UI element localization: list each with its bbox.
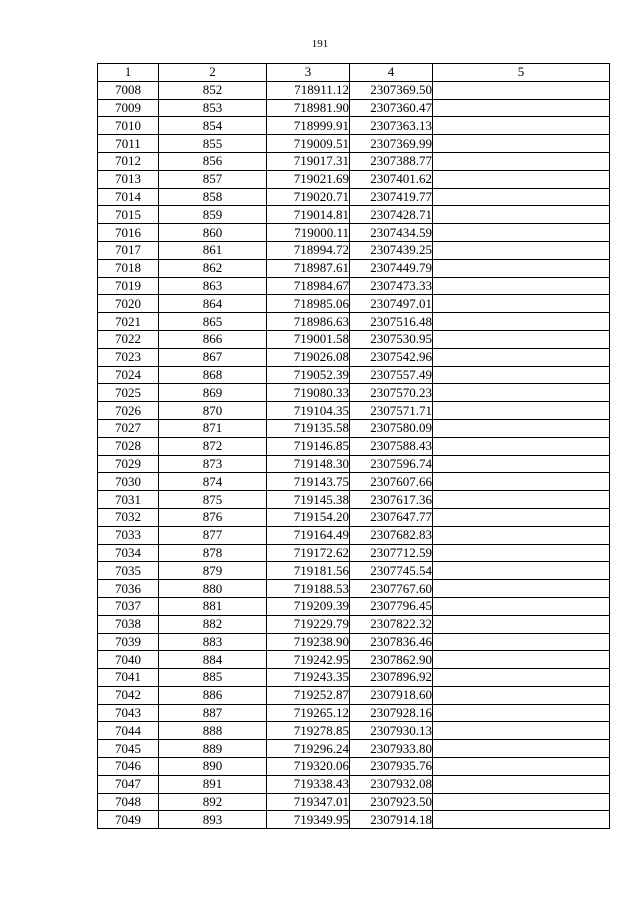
- y-coordinate-cell: 2307580.09: [350, 419, 433, 437]
- table-row: [98, 615, 610, 633]
- x-coordinate-cell: 719009.51: [267, 135, 350, 153]
- row-number-cell: 7016: [98, 224, 159, 242]
- point-number-cell: 857: [159, 170, 267, 188]
- x-coordinate-cell: 718994.72: [267, 241, 350, 259]
- point-number-cell: 873: [159, 455, 267, 473]
- point-number-cell: 862: [159, 259, 267, 277]
- table-row: [98, 419, 610, 437]
- note-cell: [433, 437, 610, 455]
- note-cell: [433, 81, 610, 99]
- x-coordinate-cell: 719014.81: [267, 206, 350, 224]
- table-row: [98, 562, 610, 580]
- table-row: [98, 224, 610, 242]
- point-number-cell: 891: [159, 775, 267, 793]
- row-number-cell: 7042: [98, 686, 159, 704]
- row-number-cell: 7024: [98, 366, 159, 384]
- y-coordinate-cell: 2307449.79: [350, 259, 433, 277]
- x-coordinate-cell: 719052.39: [267, 366, 350, 384]
- table-row: [98, 455, 610, 473]
- table-row: [98, 259, 610, 277]
- point-number-cell: 864: [159, 295, 267, 313]
- table-row: [98, 348, 610, 366]
- point-number-cell: 876: [159, 508, 267, 526]
- note-cell: [433, 170, 610, 188]
- row-number-cell: 7032: [98, 508, 159, 526]
- point-number-cell: 858: [159, 188, 267, 206]
- row-number-cell: 7017: [98, 241, 159, 259]
- row-number-cell: 7013: [98, 170, 159, 188]
- note-cell: [433, 402, 610, 420]
- point-number-cell: 889: [159, 740, 267, 758]
- point-number-cell: 861: [159, 241, 267, 259]
- point-number-cell: 892: [159, 793, 267, 811]
- table-row: [98, 491, 610, 509]
- y-coordinate-cell: 2307767.60: [350, 580, 433, 598]
- note-cell: [433, 704, 610, 722]
- x-coordinate-cell: 719143.75: [267, 473, 350, 491]
- table-row: [98, 330, 610, 348]
- row-number-cell: 7019: [98, 277, 159, 295]
- x-coordinate-cell: 719164.49: [267, 526, 350, 544]
- table-row: [98, 473, 610, 491]
- note-cell: [433, 686, 610, 704]
- row-number-cell: 7043: [98, 704, 159, 722]
- x-coordinate-cell: 719209.39: [267, 597, 350, 615]
- table-row: [98, 758, 610, 776]
- note-cell: [433, 544, 610, 562]
- x-coordinate-cell: 719188.53: [267, 580, 350, 598]
- note-cell: [433, 99, 610, 117]
- point-number-cell: 852: [159, 81, 267, 99]
- point-number-cell: 859: [159, 206, 267, 224]
- x-coordinate-cell: 718984.67: [267, 277, 350, 295]
- point-number-cell: 871: [159, 419, 267, 437]
- point-number-cell: 880: [159, 580, 267, 598]
- x-coordinate-cell: 719148.30: [267, 455, 350, 473]
- x-coordinate-cell: 718911.12: [267, 81, 350, 99]
- point-number-cell: 869: [159, 384, 267, 402]
- point-number-cell: 875: [159, 491, 267, 509]
- note-cell: [433, 491, 610, 509]
- table-row: [98, 135, 610, 153]
- y-coordinate-cell: 2307896.92: [350, 669, 433, 687]
- table-row: [98, 669, 610, 687]
- row-number-cell: 7035: [98, 562, 159, 580]
- x-coordinate-cell: 719145.38: [267, 491, 350, 509]
- row-number-cell: 7040: [98, 651, 159, 669]
- point-number-cell: 865: [159, 313, 267, 331]
- row-number-cell: 7026: [98, 402, 159, 420]
- y-coordinate-cell: 2307712.59: [350, 544, 433, 562]
- note-cell: [433, 259, 610, 277]
- y-coordinate-cell: 2307933.80: [350, 740, 433, 758]
- note-cell: [433, 526, 610, 544]
- column-header: 3: [267, 64, 350, 82]
- point-number-cell: 863: [159, 277, 267, 295]
- row-number-cell: 7015: [98, 206, 159, 224]
- table-row: [98, 99, 610, 117]
- y-coordinate-cell: 2307428.71: [350, 206, 433, 224]
- note-cell: [433, 117, 610, 135]
- row-number-cell: 7033: [98, 526, 159, 544]
- table-row: [98, 117, 610, 135]
- point-number-cell: 867: [159, 348, 267, 366]
- row-number-cell: 7023: [98, 348, 159, 366]
- table-row: [98, 704, 610, 722]
- row-number-cell: 7027: [98, 419, 159, 437]
- table-row: [98, 722, 610, 740]
- point-number-cell: 868: [159, 366, 267, 384]
- note-cell: [433, 455, 610, 473]
- note-cell: [433, 206, 610, 224]
- y-coordinate-cell: 2307401.62: [350, 170, 433, 188]
- table-header-row: [98, 64, 610, 82]
- note-cell: [433, 188, 610, 206]
- note-cell: [433, 562, 610, 580]
- row-number-cell: 7009: [98, 99, 159, 117]
- x-coordinate-cell: 719349.95: [267, 811, 350, 829]
- note-cell: [433, 366, 610, 384]
- note-cell: [433, 651, 610, 669]
- point-number-cell: 885: [159, 669, 267, 687]
- row-number-cell: 7046: [98, 758, 159, 776]
- note-cell: [433, 224, 610, 242]
- x-coordinate-cell: 719243.35: [267, 669, 350, 687]
- note-cell: [433, 313, 610, 331]
- x-coordinate-cell: 719229.79: [267, 615, 350, 633]
- table-row: [98, 402, 610, 420]
- y-coordinate-cell: 2307928.16: [350, 704, 433, 722]
- y-coordinate-cell: 2307745.54: [350, 562, 433, 580]
- point-number-cell: 888: [159, 722, 267, 740]
- row-number-cell: 7049: [98, 811, 159, 829]
- point-number-cell: 877: [159, 526, 267, 544]
- y-coordinate-cell: 2307473.33: [350, 277, 433, 295]
- x-coordinate-cell: 719320.06: [267, 758, 350, 776]
- x-coordinate-cell: 719278.85: [267, 722, 350, 740]
- note-cell: [433, 811, 610, 829]
- y-coordinate-cell: 2307914.18: [350, 811, 433, 829]
- row-number-cell: 7044: [98, 722, 159, 740]
- y-coordinate-cell: 2307918.60: [350, 686, 433, 704]
- y-coordinate-cell: 2307439.25: [350, 241, 433, 259]
- x-coordinate-cell: 719172.62: [267, 544, 350, 562]
- y-coordinate-cell: 2307862.90: [350, 651, 433, 669]
- table-row: [98, 81, 610, 99]
- note-cell: [433, 669, 610, 687]
- y-coordinate-cell: 2307516.48: [350, 313, 433, 331]
- y-coordinate-cell: 2307682.83: [350, 526, 433, 544]
- x-coordinate-cell: 719265.12: [267, 704, 350, 722]
- point-number-cell: 874: [159, 473, 267, 491]
- y-coordinate-cell: 2307542.96: [350, 348, 433, 366]
- y-coordinate-cell: 2307434.59: [350, 224, 433, 242]
- point-number-cell: 890: [159, 758, 267, 776]
- x-coordinate-cell: 719135.58: [267, 419, 350, 437]
- table-row: [98, 651, 610, 669]
- note-cell: [433, 633, 610, 651]
- y-coordinate-cell: 2307557.49: [350, 366, 433, 384]
- x-coordinate-cell: 719020.71: [267, 188, 350, 206]
- row-number-cell: 7022: [98, 330, 159, 348]
- y-coordinate-cell: 2307571.71: [350, 402, 433, 420]
- point-number-cell: 860: [159, 224, 267, 242]
- y-coordinate-cell: 2307530.95: [350, 330, 433, 348]
- x-coordinate-cell: 719104.35: [267, 402, 350, 420]
- y-coordinate-cell: 2307360.47: [350, 99, 433, 117]
- x-coordinate-cell: 719080.33: [267, 384, 350, 402]
- point-number-cell: 878: [159, 544, 267, 562]
- y-coordinate-cell: 2307369.50: [350, 81, 433, 99]
- point-number-cell: 884: [159, 651, 267, 669]
- note-cell: [433, 419, 610, 437]
- row-number-cell: 7011: [98, 135, 159, 153]
- table-row: [98, 295, 610, 313]
- row-number-cell: 7030: [98, 473, 159, 491]
- row-number-cell: 7018: [98, 259, 159, 277]
- row-number-cell: 7039: [98, 633, 159, 651]
- note-cell: [433, 348, 610, 366]
- row-number-cell: 7014: [98, 188, 159, 206]
- table-row: [98, 366, 610, 384]
- point-number-cell: 879: [159, 562, 267, 580]
- row-number-cell: 7041: [98, 669, 159, 687]
- x-coordinate-cell: 719338.43: [267, 775, 350, 793]
- row-number-cell: 7025: [98, 384, 159, 402]
- note-cell: [433, 152, 610, 170]
- y-coordinate-cell: 2307369.99: [350, 135, 433, 153]
- y-coordinate-cell: 2307796.45: [350, 597, 433, 615]
- column-header: 4: [350, 64, 433, 82]
- point-number-cell: 893: [159, 811, 267, 829]
- point-number-cell: 870: [159, 402, 267, 420]
- row-number-cell: 7008: [98, 81, 159, 99]
- table-row: [98, 686, 610, 704]
- point-number-cell: 853: [159, 99, 267, 117]
- x-coordinate-cell: 719154.20: [267, 508, 350, 526]
- point-number-cell: 881: [159, 597, 267, 615]
- row-number-cell: 7021: [98, 313, 159, 331]
- point-number-cell: 855: [159, 135, 267, 153]
- note-cell: [433, 384, 610, 402]
- table-row: [98, 544, 610, 562]
- table-row: [98, 188, 610, 206]
- table-row: [98, 811, 610, 829]
- y-coordinate-cell: 2307930.13: [350, 722, 433, 740]
- table-row: [98, 170, 610, 188]
- x-coordinate-cell: 719238.90: [267, 633, 350, 651]
- point-number-cell: 882: [159, 615, 267, 633]
- note-cell: [433, 793, 610, 811]
- coordinates-table: [97, 63, 610, 829]
- note-cell: [433, 722, 610, 740]
- y-coordinate-cell: 2307570.23: [350, 384, 433, 402]
- y-coordinate-cell: 2307388.77: [350, 152, 433, 170]
- table-row: [98, 793, 610, 811]
- note-cell: [433, 580, 610, 598]
- row-number-cell: 7037: [98, 597, 159, 615]
- row-number-cell: 7028: [98, 437, 159, 455]
- table-row: [98, 580, 610, 598]
- x-coordinate-cell: 718986.63: [267, 313, 350, 331]
- row-number-cell: 7047: [98, 775, 159, 793]
- row-number-cell: 7034: [98, 544, 159, 562]
- row-number-cell: 7029: [98, 455, 159, 473]
- x-coordinate-cell: 719242.95: [267, 651, 350, 669]
- y-coordinate-cell: 2307822.32: [350, 615, 433, 633]
- row-number-cell: 7036: [98, 580, 159, 598]
- row-number-cell: 7012: [98, 152, 159, 170]
- row-number-cell: 7038: [98, 615, 159, 633]
- page-number: 191: [311, 38, 329, 50]
- row-number-cell: 7031: [98, 491, 159, 509]
- x-coordinate-cell: 718999.91: [267, 117, 350, 135]
- point-number-cell: 872: [159, 437, 267, 455]
- table-row: [98, 508, 610, 526]
- point-number-cell: 854: [159, 117, 267, 135]
- point-number-cell: 866: [159, 330, 267, 348]
- note-cell: [433, 615, 610, 633]
- note-cell: [433, 740, 610, 758]
- y-coordinate-cell: 2307617.36: [350, 491, 433, 509]
- x-coordinate-cell: 718985.06: [267, 295, 350, 313]
- y-coordinate-cell: 2307607.66: [350, 473, 433, 491]
- note-cell: [433, 508, 610, 526]
- x-coordinate-cell: 719021.69: [267, 170, 350, 188]
- table-row: [98, 384, 610, 402]
- x-coordinate-cell: 719252.87: [267, 686, 350, 704]
- x-coordinate-cell: 719296.24: [267, 740, 350, 758]
- column-header: 1: [98, 64, 159, 82]
- note-cell: [433, 597, 610, 615]
- x-coordinate-cell: 719000.11: [267, 224, 350, 242]
- table-row: [98, 206, 610, 224]
- note-cell: [433, 330, 610, 348]
- point-number-cell: 887: [159, 704, 267, 722]
- y-coordinate-cell: 2307596.74: [350, 455, 433, 473]
- point-number-cell: 856: [159, 152, 267, 170]
- row-number-cell: 7020: [98, 295, 159, 313]
- note-cell: [433, 295, 610, 313]
- table-body: [98, 81, 610, 828]
- y-coordinate-cell: 2307647.77: [350, 508, 433, 526]
- y-coordinate-cell: 2307497.01: [350, 295, 433, 313]
- x-coordinate-cell: 718987.61: [267, 259, 350, 277]
- column-header: 2: [159, 64, 267, 82]
- y-coordinate-cell: 2307923.50: [350, 793, 433, 811]
- table-row: [98, 775, 610, 793]
- row-number-cell: 7048: [98, 793, 159, 811]
- x-coordinate-cell: 719347.01: [267, 793, 350, 811]
- x-coordinate-cell: 718981.90: [267, 99, 350, 117]
- table-row: [98, 313, 610, 331]
- table-row: [98, 633, 610, 651]
- x-coordinate-cell: 719001.58: [267, 330, 350, 348]
- x-coordinate-cell: 719181.56: [267, 562, 350, 580]
- note-cell: [433, 473, 610, 491]
- table-row: [98, 152, 610, 170]
- row-number-cell: 7045: [98, 740, 159, 758]
- x-coordinate-cell: 719146.85: [267, 437, 350, 455]
- row-number-cell: 7010: [98, 117, 159, 135]
- y-coordinate-cell: 2307932.08: [350, 775, 433, 793]
- table-row: [98, 241, 610, 259]
- x-coordinate-cell: 719026.08: [267, 348, 350, 366]
- note-cell: [433, 758, 610, 776]
- x-coordinate-cell: 719017.31: [267, 152, 350, 170]
- point-number-cell: 883: [159, 633, 267, 651]
- table-row: [98, 597, 610, 615]
- note-cell: [433, 775, 610, 793]
- y-coordinate-cell: 2307935.76: [350, 758, 433, 776]
- y-coordinate-cell: 2307363.13: [350, 117, 433, 135]
- table-row: [98, 740, 610, 758]
- table-row: [98, 437, 610, 455]
- y-coordinate-cell: 2307419.77: [350, 188, 433, 206]
- y-coordinate-cell: 2307588.43: [350, 437, 433, 455]
- note-cell: [433, 135, 610, 153]
- note-cell: [433, 241, 610, 259]
- y-coordinate-cell: 2307836.46: [350, 633, 433, 651]
- table-row: [98, 277, 610, 295]
- note-cell: [433, 277, 610, 295]
- table-row: [98, 526, 610, 544]
- column-header: 5: [433, 64, 610, 82]
- point-number-cell: 886: [159, 686, 267, 704]
